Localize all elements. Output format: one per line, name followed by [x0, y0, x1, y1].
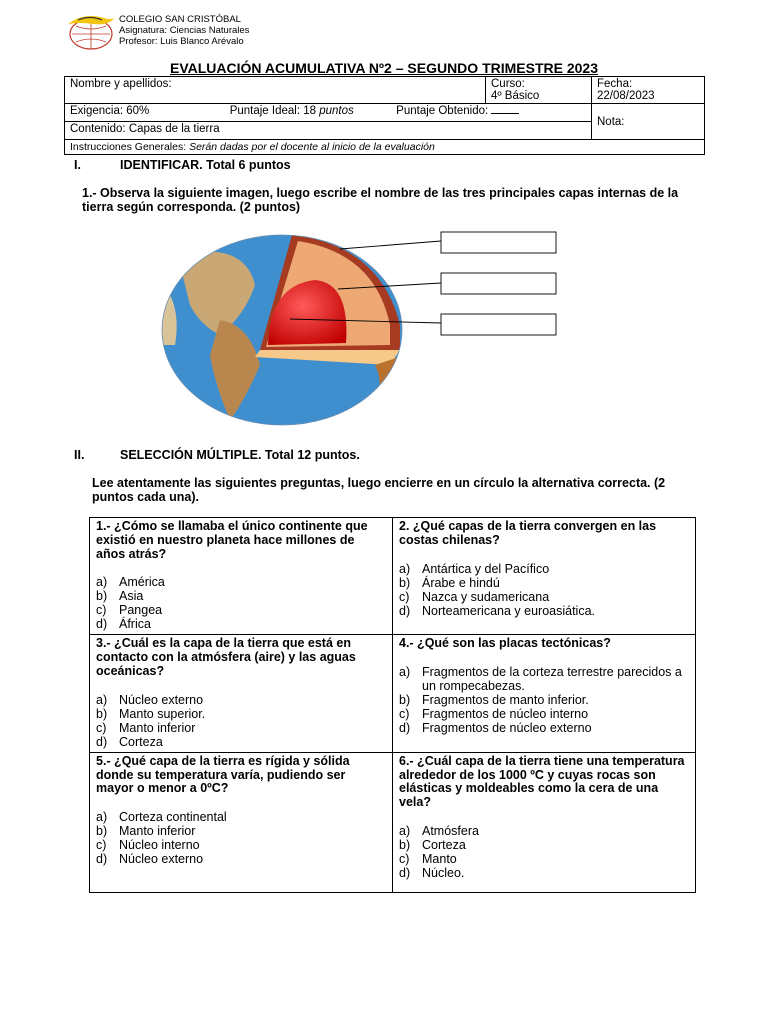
answer-box-mantle[interactable] — [441, 273, 556, 294]
option[interactable] — [399, 721, 689, 735]
option-text: Corteza continental — [119, 810, 227, 825]
option-text: Antártica y del Pacífico — [422, 561, 550, 576]
grade-cell — [592, 104, 705, 140]
answer-box-core[interactable] — [441, 314, 556, 335]
question-cell — [90, 752, 393, 892]
option-text: Manto inferior — [119, 720, 196, 735]
question-text: 5.- ¿Qué capa de la tierra es rígida y sólida donde su temperatura varía, pudiendo ser mayor o menor a 0ºC? — [96, 753, 350, 796]
school-logo — [64, 10, 118, 52]
option-letter: a) — [399, 823, 411, 838]
option-text: Fragmentos de núcleo externo — [422, 721, 592, 736]
option[interactable] — [399, 576, 689, 590]
option-letter: a) — [96, 810, 108, 825]
option-text: Núcleo externo — [119, 692, 204, 707]
option-text: Asia — [119, 589, 144, 604]
content-cell: Contenido: Capas de la tierra — [65, 122, 592, 140]
option[interactable] — [399, 838, 689, 852]
option[interactable] — [399, 665, 689, 693]
question-text: 3.- ¿Cuál es la capa de la tierra que está en contacto con la atmósfera (aire) y las aguas oceánicas? — [96, 636, 356, 678]
date-cell — [592, 77, 705, 104]
ideal-score-label: Puntaje Ideal: 18 — [229, 105, 317, 117]
option-text: Árabe e hindú — [422, 575, 500, 590]
question-cell — [393, 752, 696, 892]
option-letter: c) — [399, 851, 410, 866]
option-letter: c) — [96, 838, 107, 853]
question-text: 1.- ¿Cómo se llamaba el único continente que existió en nuestro planeta hace millones de años atrás? — [96, 519, 368, 561]
option-letter: c) — [399, 707, 410, 722]
option-letter: c) — [96, 720, 107, 735]
name-field[interactable] — [65, 77, 486, 104]
pointer-line — [340, 241, 441, 249]
page-title: EVALUACIÓN ACUMULATIVA Nº2 – SEGUNDO TRIMESTRE 2023 — [169, 60, 598, 76]
option-text: Fragmentos de núcleo interno — [422, 707, 589, 722]
option-text: Núcleo interno — [119, 838, 200, 853]
section2-numeral: II. — [74, 448, 85, 462]
option-text: Manto inferior — [119, 824, 196, 839]
name-label: Nombre y apellidos: — [70, 78, 172, 90]
school-name: COLEGIO SAN CRISTÓBAL — [119, 14, 241, 25]
teacher: Profesor: Luis Blanco Arévalo — [119, 36, 244, 47]
course-cell — [486, 77, 592, 104]
option[interactable] — [399, 693, 689, 707]
option[interactable] — [96, 589, 386, 603]
option-text: Corteza — [119, 734, 163, 749]
answer-box-crust[interactable] — [441, 232, 556, 253]
option-letter: b) — [399, 575, 411, 590]
option-text: Pangea — [119, 603, 163, 618]
grade-label: Nota: — [597, 115, 625, 128]
option[interactable] — [96, 838, 386, 852]
school-info — [119, 14, 249, 47]
earth-layers-diagram — [160, 225, 570, 430]
option[interactable] — [96, 617, 386, 631]
option[interactable] — [399, 590, 689, 604]
ideal-score — [230, 105, 354, 117]
instructions-label: Instrucciones Generales: — [70, 141, 187, 153]
instructions-text: Serán dadas por el docente al inicio de la evaluación — [189, 141, 435, 153]
obtained-score-blank[interactable] — [491, 113, 519, 114]
option-letter: d) — [96, 852, 108, 867]
ideal-score-unit: puntos — [319, 105, 354, 117]
question-cell — [393, 635, 696, 752]
option-text: Norteamericana y euroasiática. — [422, 603, 595, 618]
option-text: Corteza — [422, 837, 466, 852]
questions-table — [89, 517, 696, 893]
option-letter: d) — [96, 617, 108, 632]
option-text: Manto — [422, 851, 457, 866]
question-text: 4.- ¿Qué son las placas tectónicas? — [399, 636, 611, 651]
option[interactable] — [399, 707, 689, 721]
option-letter: d) — [399, 603, 411, 618]
section2-title: SELECCIÓN MÚLTIPLE. Total 12 puntos. — [120, 448, 360, 462]
option[interactable] — [96, 575, 386, 589]
question-text: 6.- ¿Cuál capa de la tierra tiene una temperatura alrededor de los 1000 ºC y cuyas rocas son elásticas y moldeables como la cera de una vela? — [399, 753, 685, 810]
section1-question: 1.- Observa la siguiente imagen, luego escribe el nombre de las tres principales capas internas de la tierra según corresponda. (2 puntos) — [82, 186, 679, 214]
option-text: Nazca y sudamericana — [422, 589, 550, 604]
option-letter: b) — [399, 693, 411, 708]
option-letter: d) — [399, 865, 411, 880]
question-cell — [90, 518, 393, 635]
course-value: 4º Básico — [491, 90, 540, 102]
section1-numeral: I. — [74, 158, 81, 172]
option-text: África — [119, 617, 151, 632]
question-cell — [393, 518, 696, 635]
header-table — [64, 76, 705, 155]
option-letter: b) — [96, 589, 108, 604]
option-letter: a) — [96, 692, 108, 707]
option[interactable] — [399, 866, 689, 880]
option[interactable] — [399, 562, 689, 576]
option-text: Atmósfera — [422, 823, 479, 838]
option[interactable] — [96, 603, 386, 617]
option-letter: d) — [399, 721, 411, 736]
option-text: Núcleo. — [422, 865, 465, 880]
requirement: Exigencia: 60% — [70, 105, 150, 117]
option[interactable] — [96, 707, 386, 721]
option[interactable] — [96, 810, 386, 824]
option-text: Manto superior. — [119, 706, 206, 721]
option[interactable] — [399, 824, 689, 838]
course-label: Curso: — [491, 78, 525, 90]
section1-title: IDENTIFICAR. Total 6 puntos — [120, 158, 291, 172]
option-letter: c) — [399, 589, 410, 604]
option-letter: b) — [96, 824, 108, 839]
option-letter: a) — [399, 561, 411, 576]
scores-cell — [65, 104, 592, 122]
option-text: Fragmentos de manto inferior. — [422, 693, 589, 708]
option-letter: d) — [96, 734, 108, 749]
option[interactable] — [96, 852, 386, 866]
option-letter: a) — [399, 665, 411, 680]
subject: Asignatura: Ciencias Naturales — [119, 25, 250, 36]
instructions-cell — [65, 140, 705, 155]
option-letter: b) — [399, 837, 411, 852]
option-text: Núcleo externo — [119, 852, 204, 867]
question-text: 2. ¿Qué capas de la tierra convergen en las costas chilenas? — [399, 519, 657, 547]
option-text: América — [119, 575, 165, 590]
option-letter: c) — [96, 603, 107, 618]
option-letter: a) — [96, 575, 108, 590]
option[interactable] — [96, 824, 386, 838]
option[interactable] — [96, 693, 386, 707]
option[interactable] — [399, 852, 689, 866]
option[interactable] — [399, 604, 689, 618]
option-text: Fragmentos de la corteza terrestre parecidos a un rompecabezas. — [422, 665, 682, 694]
option[interactable] — [96, 721, 386, 735]
option-letter: b) — [96, 706, 108, 721]
date-value: 22/08/2023 — [597, 90, 655, 102]
question-cell — [90, 635, 393, 752]
section2-instructions: Lee atentamente las siguientes preguntas, luego encierre en un círculo la alternativa correcta. (2 puntos cada una). — [92, 476, 666, 504]
date-label: Fecha: — [597, 78, 633, 90]
option[interactable] — [96, 735, 386, 749]
obtained-score-label: Puntaje Obtenido: — [396, 105, 489, 117]
